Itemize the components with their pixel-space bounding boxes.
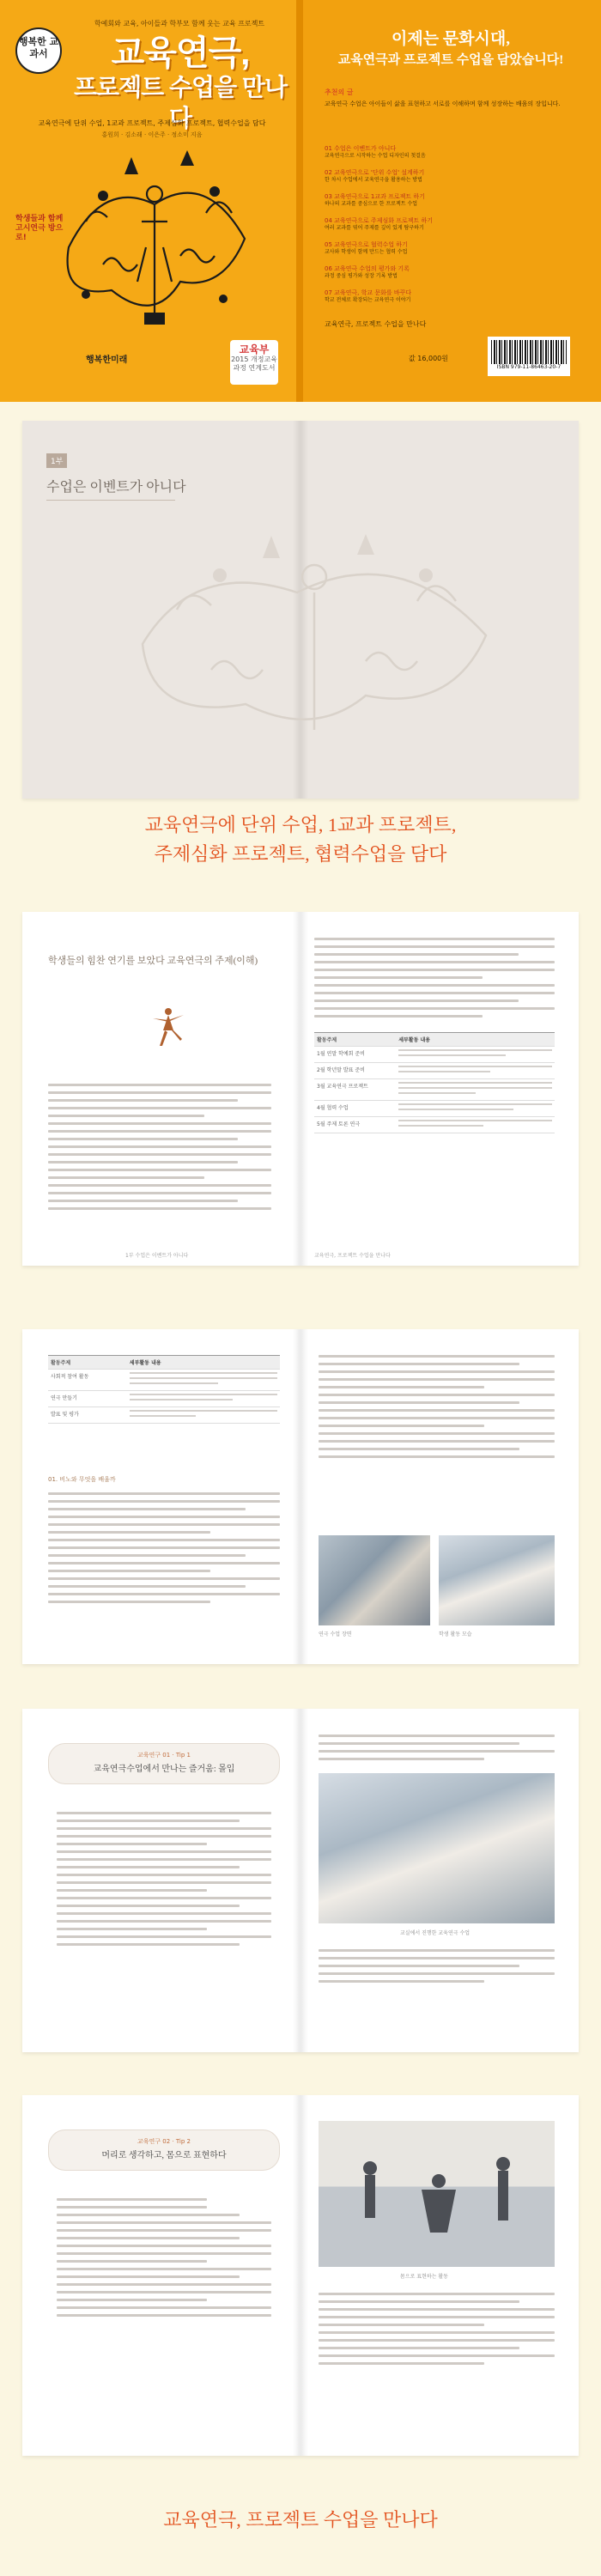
table-cell: 1월 연말 학예회 준비 <box>317 1051 365 1057</box>
classroom-photo <box>439 1535 555 1625</box>
table-cell: 연극 만들기 <box>51 1395 77 1401</box>
back-list-desc: 여러 교과를 엮어 주제를 깊이 있게 탐구하기 <box>325 225 424 231</box>
body-text-block <box>57 1812 271 1951</box>
tip-title: 교육연극수업에서 만나는 즐거움: 몰입 <box>93 1765 235 1774</box>
body-text-block <box>319 1735 555 1765</box>
photo-caption: 학생 활동 모습 <box>439 1631 472 1637</box>
spread-chapter-intro <box>22 912 579 1266</box>
page-footer-right: 교육연극, 프로젝트 수업을 만나다 <box>314 1253 391 1259</box>
table-row <box>314 1047 555 1063</box>
front-cover <box>0 0 296 402</box>
classroom-photo <box>319 1535 430 1625</box>
back-list-item <box>325 216 582 232</box>
cover-illustration <box>52 144 258 342</box>
book-cover-spread <box>0 0 601 402</box>
back-list-title: 02 교육연극으로 '단위 수업' 설계하기 <box>325 169 425 176</box>
table-header-cell: 활동주제 <box>51 1360 71 1366</box>
ministry-badge-sub: 2015 개정교육과정 연계도서 <box>231 355 277 372</box>
book-gutter <box>293 1709 308 2052</box>
back-heading-line1: 이제는 문화시대, <box>392 30 510 48</box>
spread-part-opener <box>22 421 579 799</box>
body-text-block <box>48 1492 280 1608</box>
part-title: 수업은 이벤트가 아니다 <box>46 480 186 495</box>
table-cell-lines <box>127 1370 280 1390</box>
back-heading-line2: 교육연극과 프로젝트 수업을 담았습니다! <box>337 53 564 67</box>
dancer-icon <box>151 1006 185 1049</box>
back-intro-paragraph: 교육연극 수업은 아이들이 삶을 표현하고 서로를 이해하며 함께 성장하는 배움의 장입니다. <box>325 100 561 107</box>
table-cell: 발표 및 평가 <box>51 1412 79 1418</box>
page-footer-left: 1부 수업은 이벤트가 아니다 <box>125 1253 189 1259</box>
back-list-title: 01 수업은 이벤트가 아니다 <box>325 145 397 152</box>
body-text-block <box>319 1949 555 1988</box>
book-gutter <box>293 912 308 1266</box>
part-divider <box>46 500 175 501</box>
tip-label: 교육연구 02 · Tip 2 <box>137 2138 191 2145</box>
table-cell: 5월 주제 토론 연극 <box>317 1121 361 1127</box>
book-gutter <box>293 2095 308 2456</box>
back-list-title: 07 교육연극, 학교 문화를 바꾸다 <box>325 289 412 296</box>
back-cover-heading <box>309 29 592 70</box>
book-gutter <box>293 1329 308 1664</box>
photo-caption: 교실에서 진행한 교육연극 수업 <box>400 1930 470 1936</box>
body-text-block <box>57 2198 271 2322</box>
section-heading-1 <box>0 811 601 869</box>
table-header-cell: 세부활동 내용 <box>398 1037 431 1043</box>
table-cell-lines <box>127 1407 280 1423</box>
faint-illustration <box>125 524 503 747</box>
body-text-block <box>48 1084 271 1215</box>
back-list-item <box>325 264 582 280</box>
lesson-photo <box>319 1773 555 1923</box>
table-cell-lines <box>396 1117 555 1133</box>
back-chapter-list <box>325 144 582 313</box>
cover-side-note: 학생들과 함께 고시연극 방으로! <box>15 215 64 242</box>
body-text-block <box>319 1355 555 1463</box>
chapter-heading: 학생들의 힘찬 연기를 보았다 교육연극의 주제(이해) <box>48 956 258 966</box>
activity-table <box>314 1032 555 1133</box>
series-badge <box>15 27 62 74</box>
back-list-desc: 교육연극으로 시작하는 수업 디자인의 첫걸음 <box>325 153 426 159</box>
spread-tip-1 <box>22 1709 579 2052</box>
table-cell-lines <box>396 1047 555 1062</box>
table-cell: 3월 교육연극 프로젝트 <box>317 1084 368 1090</box>
barcode-bars <box>491 340 567 364</box>
cover-subtitle: 교육연극에 단위 수업, 1교과 프로젝트, 주제심화 프로젝트, 협력수업을 담다 <box>38 119 266 127</box>
back-list-item <box>325 168 582 184</box>
students-silhouette <box>319 2121 555 2267</box>
table-row <box>314 1079 555 1101</box>
table-cell: 2월 학년말 발표 준비 <box>317 1067 365 1073</box>
back-list-desc: 하나의 교과를 중심으로 한 프로젝트 수업 <box>325 201 418 207</box>
back-list-title: 06 교육연극 수업의 평가와 기록 <box>325 265 410 272</box>
tip-title: 머리로 생각하고, 몸으로 표현하다 <box>101 2151 227 2160</box>
spread-tip-2 <box>22 2095 579 2456</box>
table-row <box>314 1063 555 1079</box>
book-spine <box>296 0 303 402</box>
table-header-cell: 세부활동 내용 <box>129 1360 161 1366</box>
table-header-row <box>48 1356 280 1370</box>
cover-authors: 홍원희 · 김소래 · 이은주 · 정소미 지음 <box>101 131 203 138</box>
table-cell-lines <box>127 1391 280 1406</box>
barcode <box>488 337 570 376</box>
table-cell-lines <box>396 1079 555 1100</box>
price: 값 16,000원 <box>409 355 448 362</box>
table-header-cell: 활동주제 <box>317 1037 337 1043</box>
back-quote: 교육연극, 프로젝트 수업을 만나다 <box>325 320 427 328</box>
table-cell-lines <box>396 1101 555 1116</box>
table-cell: 4월 협력 수업 <box>317 1105 349 1111</box>
table-row <box>48 1370 280 1391</box>
tip-banner <box>48 1743 280 1784</box>
cover-kicker: 학예회와 교육, 아이들과 학부모 함께 웃는 교육 프로젝트 <box>94 20 265 27</box>
table-cell-lines <box>396 1063 555 1078</box>
photo-caption: 연극 수업 장면 <box>319 1631 352 1637</box>
body-text-block <box>319 2293 555 2370</box>
back-list-desc: 한 차시 수업에서 교육연극을 활용하는 방법 <box>325 177 422 183</box>
activity-table <box>48 1355 280 1424</box>
back-list-title: 04 교육연극으로 주제심화 프로젝트 하기 <box>325 217 433 224</box>
ministry-badge-title: 교육부 <box>239 343 270 355</box>
back-list-item <box>325 144 582 160</box>
back-list-title: 03 교육연극으로 1교과 프로젝트 하기 <box>325 193 425 200</box>
back-list-title: 05 교육연극으로 협력수업 하기 <box>325 241 408 248</box>
table-row <box>314 1117 555 1133</box>
table-cell: 사회적 참여 활동 <box>51 1374 89 1380</box>
table-header-row <box>314 1033 555 1047</box>
table-row <box>314 1101 555 1117</box>
photo-caption: 몸으로 표현하는 활동 <box>400 2274 448 2280</box>
body-text-block <box>314 938 555 1023</box>
subsection-title: 01. 비노와 무엇을 배울까 <box>48 1476 116 1483</box>
back-list-desc: 학교 전체로 확장되는 교육연극 이야기 <box>325 297 411 303</box>
ministry-badge <box>230 340 278 385</box>
part-mark: 1부 <box>46 453 67 468</box>
tip-banner <box>48 2129 280 2171</box>
table-row <box>48 1407 280 1424</box>
isbn-text: ISBN 979-11-86463-20-7 <box>496 364 562 370</box>
back-list-desc: 교사와 학생이 함께 만드는 협력 수업 <box>325 249 408 255</box>
tip-label: 교육연구 01 · Tip 1 <box>137 1752 191 1759</box>
table-row <box>48 1391 280 1407</box>
cover-title-line1: 교육연극, <box>111 34 250 72</box>
section-heading-1-line1: 교육연극에 단위 수업, 1교과 프로젝트, <box>144 814 457 835</box>
back-intro-label: 추천의 글 <box>325 88 354 96</box>
back-list-desc: 과정 중심 평가와 성장 기록 방법 <box>325 273 398 279</box>
back-list-item <box>325 289 582 304</box>
section-heading-2: 교육연극, 프로젝트 수업을 만나다 <box>163 2509 438 2530</box>
cover-title-line2: 프로젝트 수업을 만나다 <box>74 74 287 131</box>
movement-photo <box>319 2121 555 2267</box>
back-list-item <box>325 240 582 256</box>
series-badge-text: 행복한 교과서 <box>18 36 59 59</box>
section-heading-1-line2: 주제심화 프로젝트, 협력수업을 담다 <box>154 843 447 865</box>
publisher-logo: 행복한미래 <box>86 355 128 365</box>
back-list-item <box>325 192 582 208</box>
spread-activity <box>22 1329 579 1664</box>
